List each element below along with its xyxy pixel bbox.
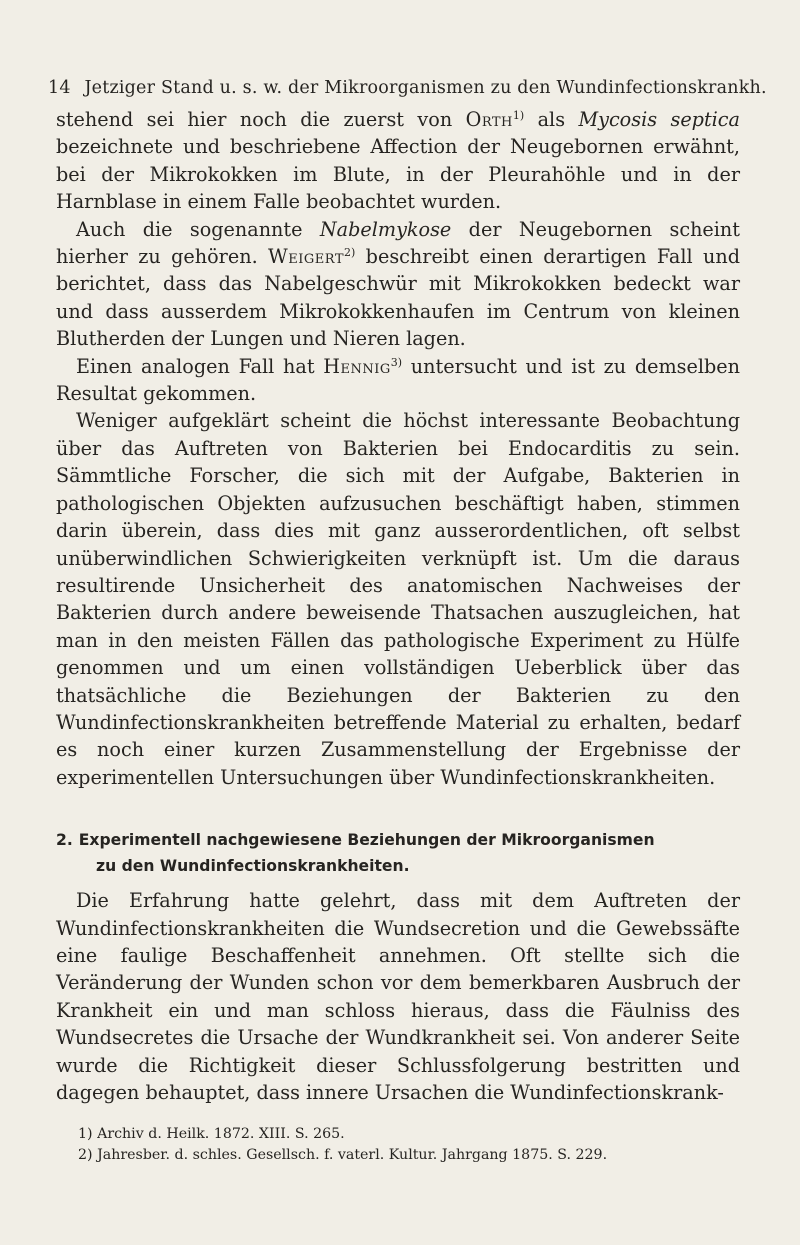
footnote-1: 1) Archiv d. Heilk. 1872. XIII. S. 265. <box>78 1126 345 1143</box>
paragraph-2 <box>56 216 740 353</box>
term-mycosis-septica: Mycosis septica <box>578 108 740 131</box>
footnote-2: 2) Jahresber. d. schles. Gesellsch. f. vaterl. Kultur. Jahrgang 1875. S. 229. <box>78 1147 608 1164</box>
paragraph-4: Weniger aufgeklärt scheint die höchst interessante Beobachtung über das Auftreten von Bakterien bei Endocarditis zu sein. Sämmtliche Forscher, die sich mit der Aufgabe, Bakterien in pathologischen Objekten aufzusuchen beschäftigt haben, stimmen darin überein, dass dies mit ganz ausserordentlichen, oft selbst unüberwindlichen Schwierigkeiten verknüpft ist. Um die daraus resultirende Unsicherheit des anatomischen Nachweises der Bakterien durch andere beweisende Thatsachen auszugleichen, hat man in den meisten Fällen das pathologische Experiment zu Hülfe genommen und um einen vollständigen Ueberblick über das thatsächliche die Beziehungen der Bakterien zu den Wundinfectionskrankheiten betreffende Material zu erhalten, bedarf es noch einer kurzen Zusammenstellung der Ergebnisse der experimentellen Untersuchungen über Wundinfectionskrankheiten. <box>56 409 740 789</box>
author-hennig: Hennig <box>323 354 391 378</box>
text-run: der Neugebornen scheint hierher zu gehören. <box>56 217 740 269</box>
footnotes <box>56 1124 740 1166</box>
section-title-line-1: Experimentell nachgewiesene Beziehungen der Mikroorganismen <box>78 831 655 850</box>
text-run: beschreibt einen derartigen Fall und berichtet, dass das Nabelgeschwür mit Mikrokokken bedeckt war und dass ausserdem Mikrokokkenhaufen im Centrum von kleinen Blutherden der Lungen und Nieren lagen. <box>56 245 740 351</box>
paragraph-5: Die Erfahrung hatte gelehrt, dass mit dem Auftreten der Wundinfectionskrankheiten die Wundsecretion und die Gewebssäfte eine faulige Beschaffenheit annehmen. Oft stellte sich die Veränderung der Wunden schon vor dem bemerkbaren Ausbruch der Krankheit ein und man schloss hieraus, dass die Fäulniss des Wundsecretes die Ursache der Wundkrankheit sei. Von anderer Seite wurde die Richtigkeit dieser Schlussfolgerung bestritten und dagegen behauptet, dass innere Ursachen die Wundinfectionskrank- <box>56 889 740 1104</box>
footnote-ref-2: 2) <box>344 246 356 260</box>
section-title-line-2: zu den Wundinfectionskrankheiten. <box>96 857 410 876</box>
section-number: 2. <box>56 831 73 850</box>
footnote-ref-3: 3) <box>390 355 403 369</box>
text-run: untersucht und ist zu demselben Resultat gekommen. <box>56 354 741 406</box>
footnote-ref-1: 1) <box>512 109 525 122</box>
body-text <box>56 106 740 1106</box>
text-run: stehend sei hier noch die zuerst von <box>56 108 466 131</box>
paragraph-1 <box>56 106 740 216</box>
running-title: Jetziger Stand u. s. w. der Mikroorganismen zu den Wundinfectionskrankh. <box>84 78 767 98</box>
paragraph-3 <box>56 353 740 408</box>
text-run: als <box>524 108 579 131</box>
text-run: bezeichnete und beschriebene Affection der Neugebornen erwähnt, bei der Mikrokokken im Blute, in der Pleurahöhle und in der Harnblase in einem Falle beobachtet wurden. <box>56 135 740 214</box>
author-orth: Orth <box>465 108 513 131</box>
section-heading <box>56 827 740 879</box>
author-weigert: Weigert <box>268 245 344 269</box>
page-number: 14 <box>48 78 71 98</box>
text-run: Auch die sogenannte <box>76 217 320 241</box>
text-run: Einen analogen Fall hat <box>76 354 324 378</box>
term-nabelmykose: Nabelmykose <box>319 217 452 241</box>
running-header <box>48 78 767 98</box>
